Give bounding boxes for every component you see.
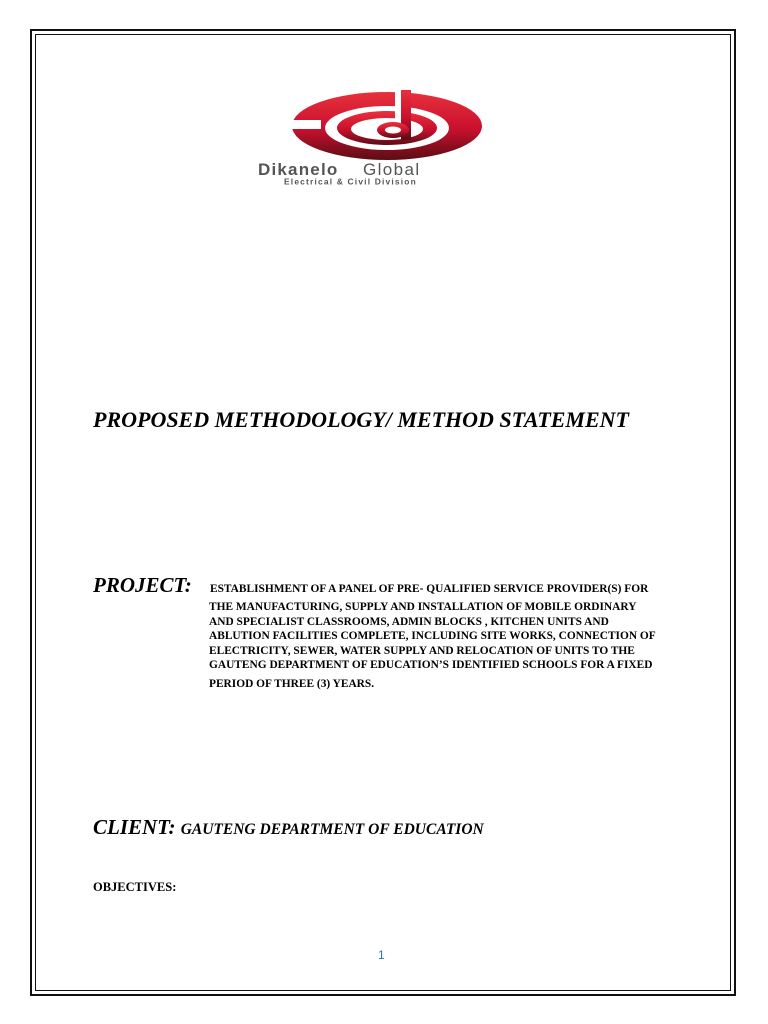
client-row	[93, 815, 484, 840]
project-description-line: ESTABLISHMENT OF A PANEL OF PRE- QUALIFIED SERVICE PROVIDER(S) FOR	[210, 583, 649, 595]
objectives-heading: OBJECTIVES:	[93, 880, 177, 894]
client-label: CLIENT:	[93, 815, 181, 839]
logo-name-bold: Dikanelo	[258, 160, 339, 179]
document-title: PROPOSED METHODOLOGY/ METHOD STATEMENT	[93, 407, 629, 432]
project-description-line: THE MANUFACTURING, SUPPLY AND INSTALLATION OF MOBILE ORDINARY	[209, 601, 637, 613]
client-value: GAUTENG DEPARTMENT OF EDUCATION	[180, 821, 484, 838]
page-number: 1	[378, 948, 385, 962]
logo-name-light: Global	[363, 160, 421, 179]
logo-division: Electrical & Civil Division	[284, 176, 417, 186]
project-description-line: PERIOD OF THREE (3) YEARS.	[209, 677, 375, 690]
company-logo	[255, 86, 520, 186]
project-label: PROJECT:	[93, 573, 192, 597]
project-description	[209, 600, 679, 692]
project-description-line: AND SPECIALIST CLASSROOMS, ADMIN BLOCKS , KITCHEN UNITS AND	[209, 615, 609, 628]
project-description-line: ABLUTION FACILITIES COMPLETE, INCLUDING SITE WORKS, CONNECTION OF	[209, 630, 656, 643]
project-description-line: GAUTENG DEPARTMENT OF EDUCATION’S IDENTIFIED SCHOOLS FOR A FIXED	[209, 659, 653, 672]
project-description-line: ELECTRICITY, SEWER, WATER SUPPLY AND RELOCATION OF UNITS TO THE	[209, 644, 635, 657]
